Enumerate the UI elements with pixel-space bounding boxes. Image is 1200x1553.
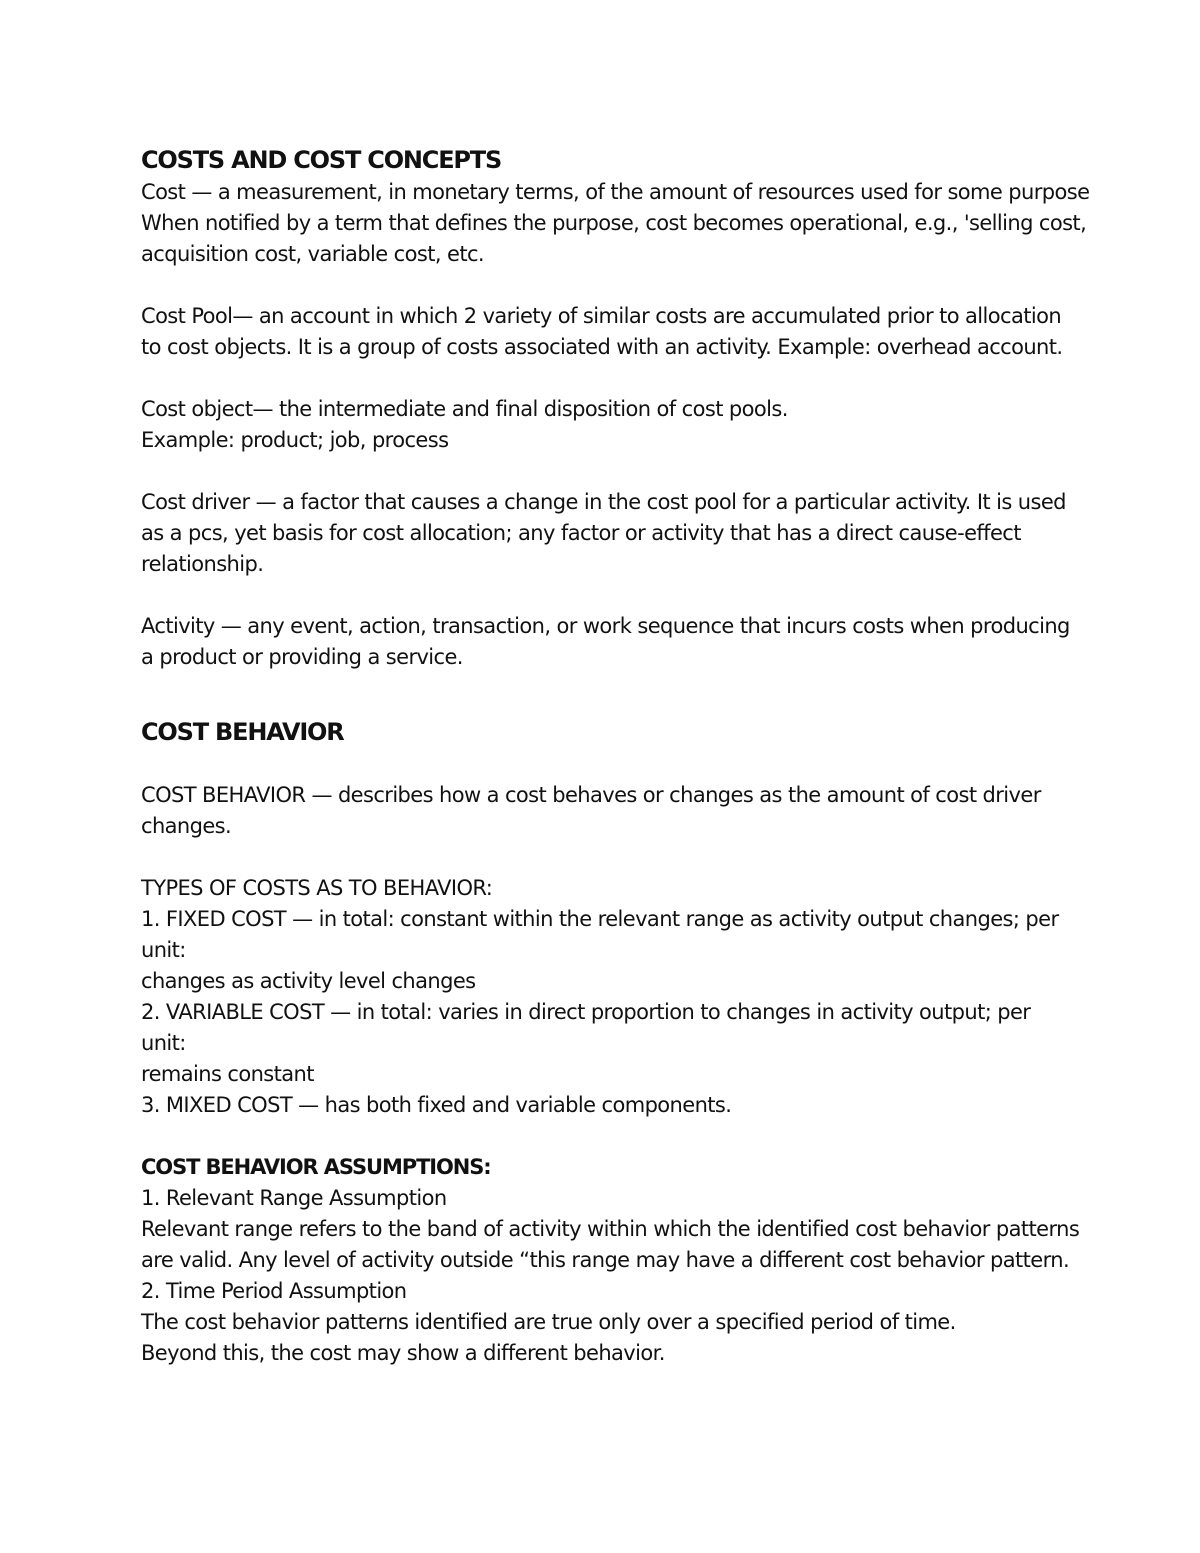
paragraph-types-of-costs	[141, 873, 1061, 1121]
text-line: Activity — any event, action, transaction, or work sequence that incurs costs when producing	[141, 614, 1070, 638]
spacer	[141, 270, 1061, 301]
paragraph-cost-definition	[141, 177, 1090, 270]
text-line: Example: product; job, process	[141, 428, 449, 452]
text-line: Cost object— the intermediate and final disposition of cost pools.	[141, 397, 788, 421]
spacer	[141, 673, 1061, 715]
text-line: 1. Relevant Range Assumption	[141, 1186, 447, 1210]
text-line: The cost behavior patterns identified are true only over a specified period of time.	[141, 1310, 956, 1334]
spacer	[141, 580, 1061, 611]
text-line: 1. FIXED COST — in total: constant within the relevant range as activity output changes; per	[141, 907, 1059, 931]
paragraph-cost-pool	[141, 301, 1061, 363]
paragraph-cost-driver	[141, 487, 1066, 580]
text-line: Cost Pool— an account in which 2 variety of similar costs are accumulated prior to allocation	[141, 304, 1062, 328]
spacer	[141, 363, 1061, 394]
text-line: Beyond this, the cost may show a different behavior.	[141, 1341, 665, 1365]
text-line: 2. VARIABLE COST — in total: varies in direct proportion to changes in activity output; per	[141, 1000, 1031, 1024]
text-line: Relevant range refers to the band of activity within which the identified cost behavior patterns	[141, 1217, 1080, 1241]
document-page	[141, 143, 1090, 1369]
spacer	[141, 456, 1061, 487]
text-line: acquisition cost, variable cost, etc.	[141, 242, 484, 266]
paragraph-assumptions	[141, 1183, 1080, 1369]
text-line: to cost objects. It is a group of costs associated with an activity. Example: overhead account.	[141, 335, 1063, 359]
text-line: 3. MIXED COST — has both fixed and variable components.	[141, 1093, 732, 1117]
text-line: remains constant	[141, 1062, 314, 1086]
section-heading-cost-behavior: COST BEHAVIOR	[141, 718, 344, 746]
text-line: as a pcs, yet basis for cost allocation; any factor or activity that has a direct cause-effect	[141, 521, 1021, 545]
text-line: changes.	[141, 814, 232, 838]
section-heading-costs-and-cost-concepts: COSTS AND COST CONCEPTS	[141, 146, 502, 174]
text-line: unit:	[141, 1031, 186, 1055]
text-line: a product or providing a service.	[141, 645, 463, 669]
text-line: When notified by a term that defines the purpose, cost becomes operational, e.g., 'selling cost,	[141, 211, 1087, 235]
spacer	[141, 749, 1061, 780]
spacer	[141, 842, 1061, 873]
text-line: Cost — a measurement, in monetary terms, of the amount of resources used for some purpose	[141, 180, 1090, 204]
text-line: COST BEHAVIOR — describes how a cost behaves or changes as the amount of cost driver	[141, 783, 1041, 807]
section-heading-cost-behavior-assumptions: COST BEHAVIOR ASSUMPTIONS:	[141, 1155, 491, 1179]
paragraph-cost-object	[141, 394, 1061, 456]
text-line: TYPES OF COSTS AS TO BEHAVIOR:	[141, 876, 493, 900]
text-line: Cost driver — a factor that causes a change in the cost pool for a particular activity. It is used	[141, 490, 1066, 514]
text-line: unit:	[141, 938, 186, 962]
spacer	[141, 1121, 1061, 1152]
paragraph-activity	[141, 611, 1070, 673]
paragraph-cost-behavior-definition	[141, 780, 1061, 842]
text-line: changes as activity level changes	[141, 969, 476, 993]
text-line: are valid. Any level of activity outside “this range may have a different cost behavior pattern.	[141, 1248, 1070, 1272]
text-line: 2. Time Period Assumption	[141, 1279, 407, 1303]
text-line: relationship.	[141, 552, 264, 576]
